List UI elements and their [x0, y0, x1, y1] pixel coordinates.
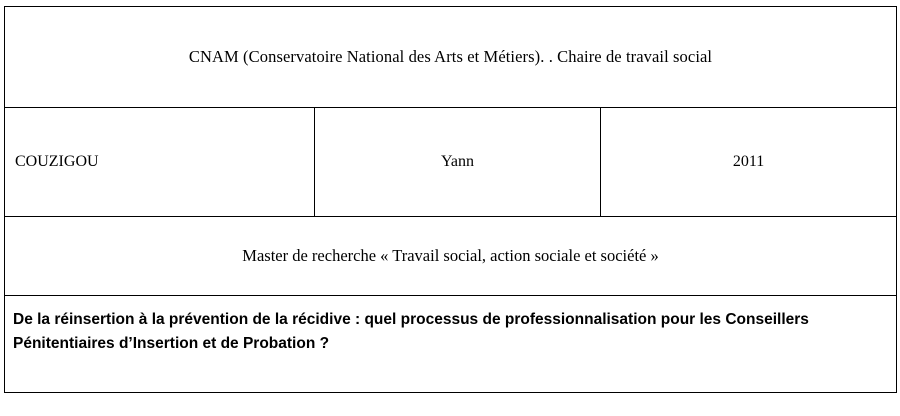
thesis-cover-table	[4, 6, 897, 393]
author-lastname: COUZIGOU	[15, 153, 99, 170]
program-label: Master de recherche « Travail social, action sociale et société »	[242, 246, 659, 265]
table-row-author	[5, 108, 897, 217]
author-firstname: Yann	[440, 153, 475, 170]
program-cell	[5, 217, 897, 296]
author-firstname-cell	[315, 108, 601, 217]
table-row-institution	[5, 7, 897, 108]
table-row-title	[5, 296, 897, 393]
title-cell	[5, 296, 897, 393]
table-row-program	[5, 217, 897, 296]
thesis-title: De la réinsertion à la prévention de la récidive : quel processus de professionnalisation pour les Conseillers Pénitentiaires d’Insertion et de Probation ?	[13, 311, 809, 353]
publication-year: 2011	[732, 153, 765, 170]
author-lastname-cell	[5, 108, 315, 217]
institution-cell	[5, 7, 897, 108]
year-cell	[601, 108, 897, 217]
institution-line: CNAM (Conservatoire National des Arts et Métiers). . Chaire de travail social	[188, 47, 713, 66]
